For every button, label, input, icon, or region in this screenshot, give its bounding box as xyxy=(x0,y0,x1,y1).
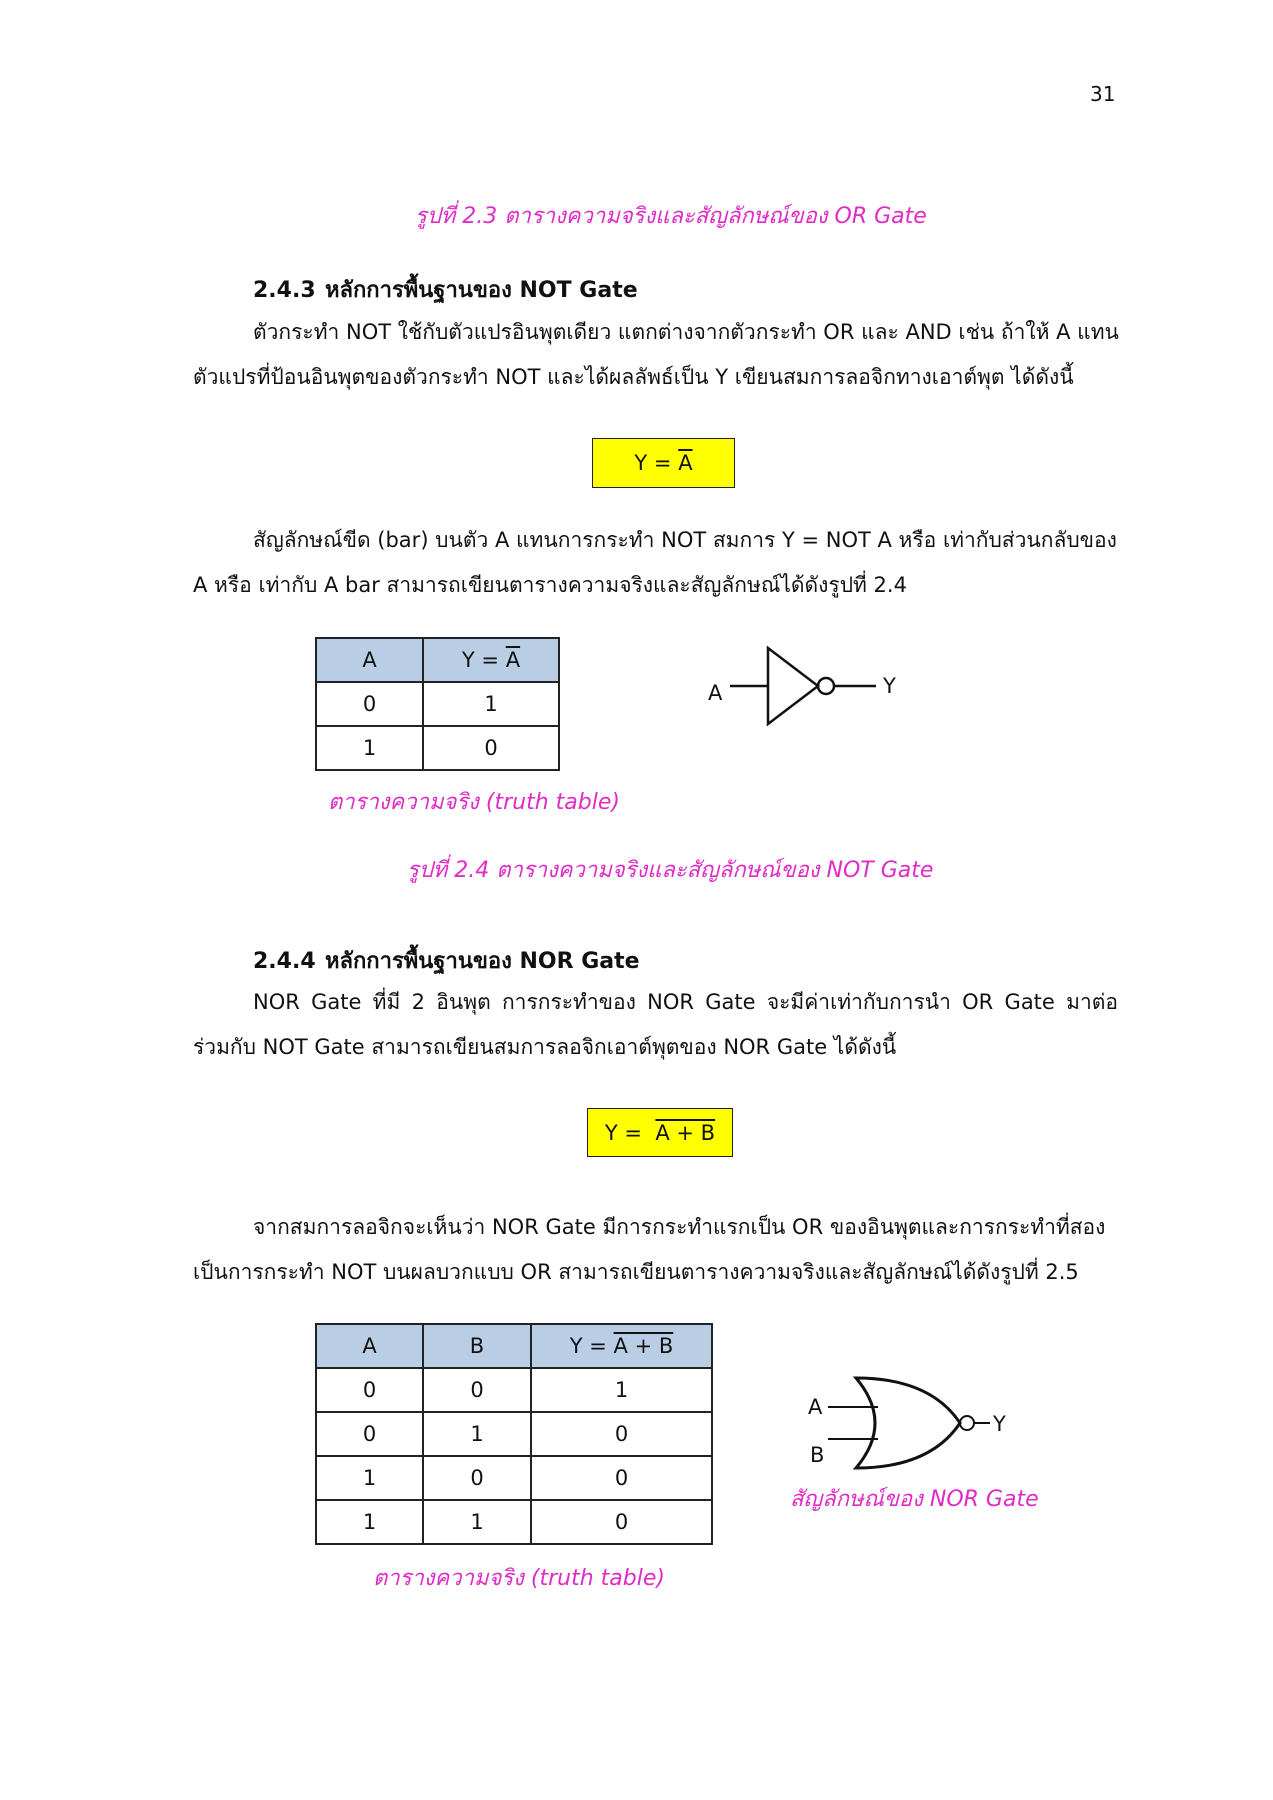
paragraph-line: ร่วมกับ NOT Gate สามารถเขียนสมการลอจิกเอาต์พุตของ NOR Gate ได้ดังนี้ xyxy=(193,1035,897,1059)
figure-2-4-caption: รูปที่ 2.4 ตารางความจริงและสัญลักษณ์ของ NOT Gate xyxy=(407,858,934,883)
table-cell: 0 xyxy=(531,1412,712,1456)
not-gate-truth-table xyxy=(315,637,560,771)
table-cell: 1 xyxy=(423,682,559,726)
output-label: Y xyxy=(883,674,896,698)
nor-gate-paragraph-1 xyxy=(193,980,1118,1070)
not-gate-formula xyxy=(592,438,735,488)
output-label: Y xyxy=(993,1412,1006,1436)
not-truth-table-caption: ตารางความจริง (truth table) xyxy=(328,790,620,815)
paragraph-line: จากสมการลอจิกจะเห็นว่า NOR Gate มีการกระทำแรกเป็น OR ของอินพุตและการกระทำที่สอง xyxy=(253,1215,1106,1239)
paragraph-line: ตัวแปรที่ป้อนอินพุตของตัวกระทำ NOT และได้ผลลัพธ์เป็น Y เขียนสมการลอจิกทางเอาต์พุต ได้ดังนี้ xyxy=(193,365,1074,389)
table-cell: 1 xyxy=(316,1500,423,1544)
column-header-y: $Y = \overline{A}$ xyxy=(423,638,559,682)
section-title: หลักการพื้นฐานของ NOR Gate xyxy=(325,949,640,974)
column-header-a: A xyxy=(316,638,423,682)
table-cell: 0 xyxy=(531,1456,712,1500)
nor-truth-table-caption: ตารางความจริง (truth table) xyxy=(373,1566,665,1591)
section-number: 2.4.4 xyxy=(253,949,316,974)
column-header-a: A xyxy=(316,1324,423,1368)
table-cell: 0 xyxy=(531,1500,712,1544)
table-row xyxy=(316,1412,712,1456)
nor-gate-formula xyxy=(587,1108,733,1157)
paragraph-line: สัญลักษณ์ขีด (bar) บนตัว A แทนการกระทำ NOT สมการ Y = NOT A หรือ เท่ากับส่วนกลับของ xyxy=(253,528,1117,552)
table-row xyxy=(316,682,559,726)
table-cell: 0 xyxy=(423,1456,531,1500)
nor-gate-symbol-caption: สัญลักษณ์ของ NOR Gate xyxy=(790,1487,1039,1512)
inversion-bubble xyxy=(818,678,834,694)
buffer-triangle xyxy=(768,648,818,724)
paragraph-line: NOR Gate ที่มี 2 อินพุต การกระทำของ NOR Gate จะมีค่าเท่ากับการนำ OR Gate มาต่อ xyxy=(253,990,1118,1014)
table-row xyxy=(316,1368,712,1412)
or-body xyxy=(856,1378,960,1468)
formula-lhs: Y = xyxy=(604,1120,643,1145)
column-header-b: B xyxy=(423,1324,531,1368)
formula-negated-term: $\overline{A}$ xyxy=(678,451,693,475)
formula-lhs: Y = xyxy=(634,451,672,475)
table-cell: 1 xyxy=(531,1368,712,1412)
table-cell: 0 xyxy=(423,726,559,770)
section-2-4-4-heading xyxy=(253,943,640,978)
table-row xyxy=(316,726,559,770)
not-gate-paragraph-2 xyxy=(193,518,1118,608)
nor-gate-truth-table xyxy=(315,1323,713,1545)
table-cell: 0 xyxy=(316,682,423,726)
table-row xyxy=(316,1456,712,1500)
formula-negated-term: A + B xyxy=(655,1120,716,1145)
table-cell: 1 xyxy=(423,1500,531,1544)
column-header-y: Y = A + B xyxy=(531,1324,712,1368)
inversion-bubble xyxy=(960,1416,974,1430)
paragraph-line: เป็นการกระทำ NOT บนผลบวกแบบ OR สามารถเขียนตารางความจริงและสัญลักษณ์ได้ดังรูปที่ 2.5 xyxy=(193,1260,1079,1284)
table-cell: 1 xyxy=(316,1456,423,1500)
section-title: หลักการพื้นฐานของ NOT Gate xyxy=(325,278,638,303)
page-number: 31 xyxy=(1090,82,1116,106)
table-row xyxy=(316,1500,712,1544)
table-cell: 0 xyxy=(316,1412,423,1456)
paragraph-line: ตัวกระทำ NOT ใช้กับตัวแปรอินพุตเดียว แตกต่างจากตัวกระทำ OR และ AND เช่น ถ้าให้ A แทน xyxy=(253,320,1119,344)
table-cell: 1 xyxy=(423,1412,531,1456)
nor-gate-symbol xyxy=(800,1370,1030,1480)
table-cell: 0 xyxy=(316,1368,423,1412)
input-a-label: A xyxy=(808,1395,823,1419)
input-label: A xyxy=(708,681,723,705)
not-gate-symbol xyxy=(700,640,910,730)
not-gate-paragraph-1 xyxy=(193,310,1118,400)
table-header-row xyxy=(316,1324,712,1368)
paragraph-line: A หรือ เท่ากับ A bar สามารถเขียนตารางความจริงและสัญลักษณ์ได้ดังรูปที่ 2.4 xyxy=(193,573,907,597)
section-number: 2.4.3 xyxy=(253,278,316,303)
table-cell: 0 xyxy=(423,1368,531,1412)
input-b-label: B xyxy=(810,1443,825,1467)
figure-2-3-caption: รูปที่ 2.3 ตารางความจริงและสัญลักษณ์ของ OR Gate xyxy=(415,204,927,229)
table-header-row xyxy=(316,638,559,682)
section-2-4-3-heading xyxy=(253,272,638,307)
nor-gate-paragraph-2 xyxy=(193,1205,1118,1295)
table-cell: 1 xyxy=(316,726,423,770)
